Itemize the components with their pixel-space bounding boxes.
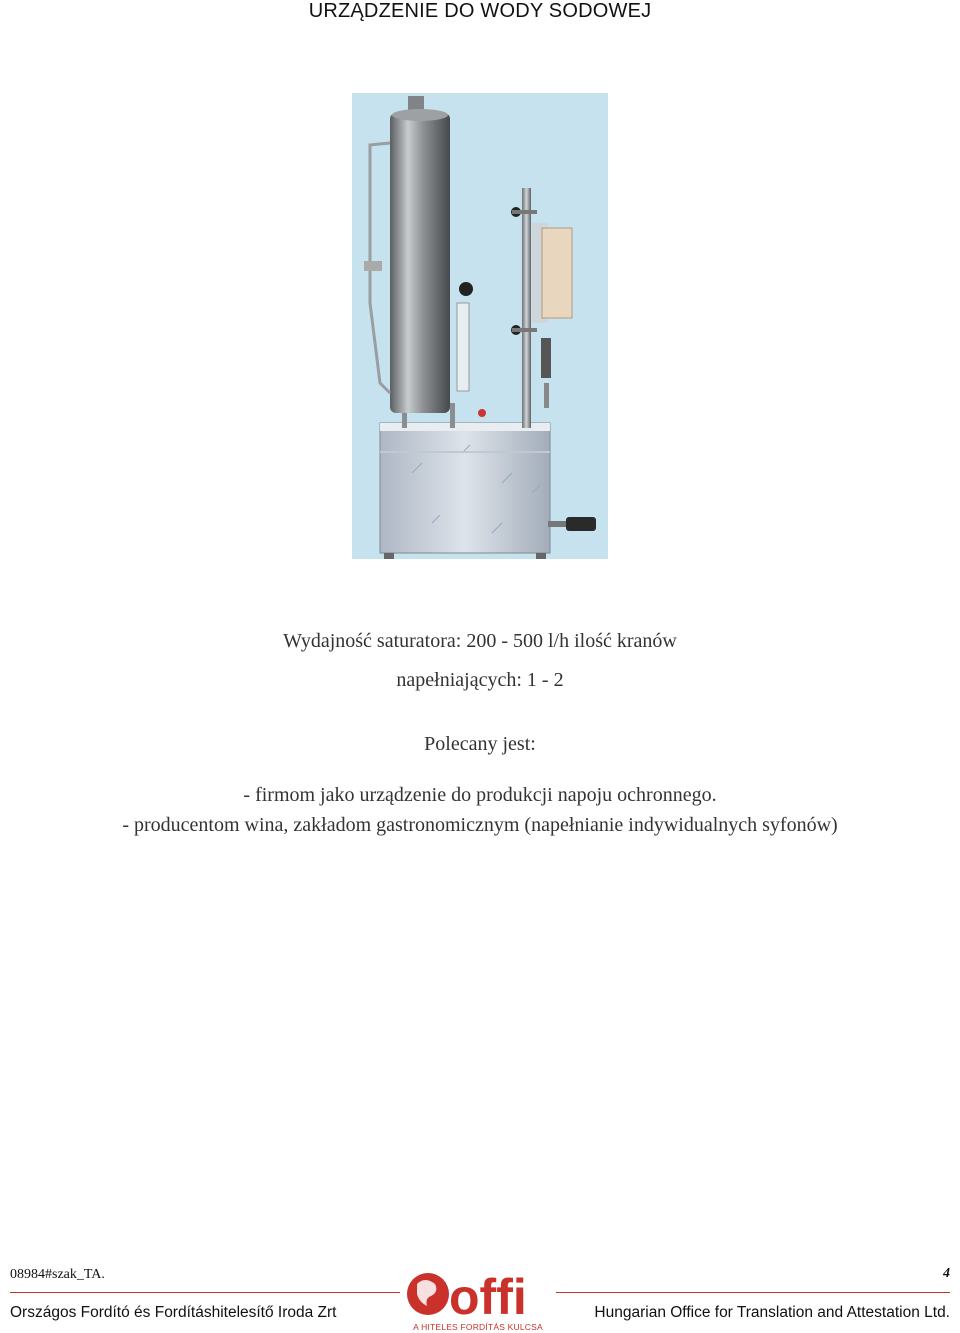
capacity-text: Wydajność saturatora: 200 - 500 l/h ilość kranów [283, 630, 677, 652]
office-name-english: Hungarian Office for Translation and Attestation Ltd. [594, 1304, 950, 1321]
footer-divider-left [10, 1292, 400, 1293]
footer-divider-right [556, 1292, 950, 1293]
logo-tagline: A HITELES FORDÍTÁS KULCSA [413, 1322, 543, 1332]
page-title: URZĄDZENIE DO WODY SODOWEJ [308, 0, 652, 22]
document-reference: 08984#szak_TA. [10, 1267, 105, 1282]
taps-text: napełniających: 1 - 2 [396, 669, 564, 691]
bullet-item: - producentom wina, zakładom gastronomicznym (napełnianie indywidualnych syfonów) [122, 814, 838, 836]
soda-machine-photo [352, 93, 608, 559]
bullet-item: - firmom jako urządzenie do produkcji napoju ochronnego. [243, 784, 717, 806]
recommended-heading: Polecany jest: [424, 733, 536, 755]
logo-wordmark: offi [449, 1269, 527, 1325]
page-number: 4 [943, 1266, 950, 1281]
office-name-hungarian: Országos Fordító és Fordításhitelesítő Iroda Zrt [10, 1304, 337, 1321]
